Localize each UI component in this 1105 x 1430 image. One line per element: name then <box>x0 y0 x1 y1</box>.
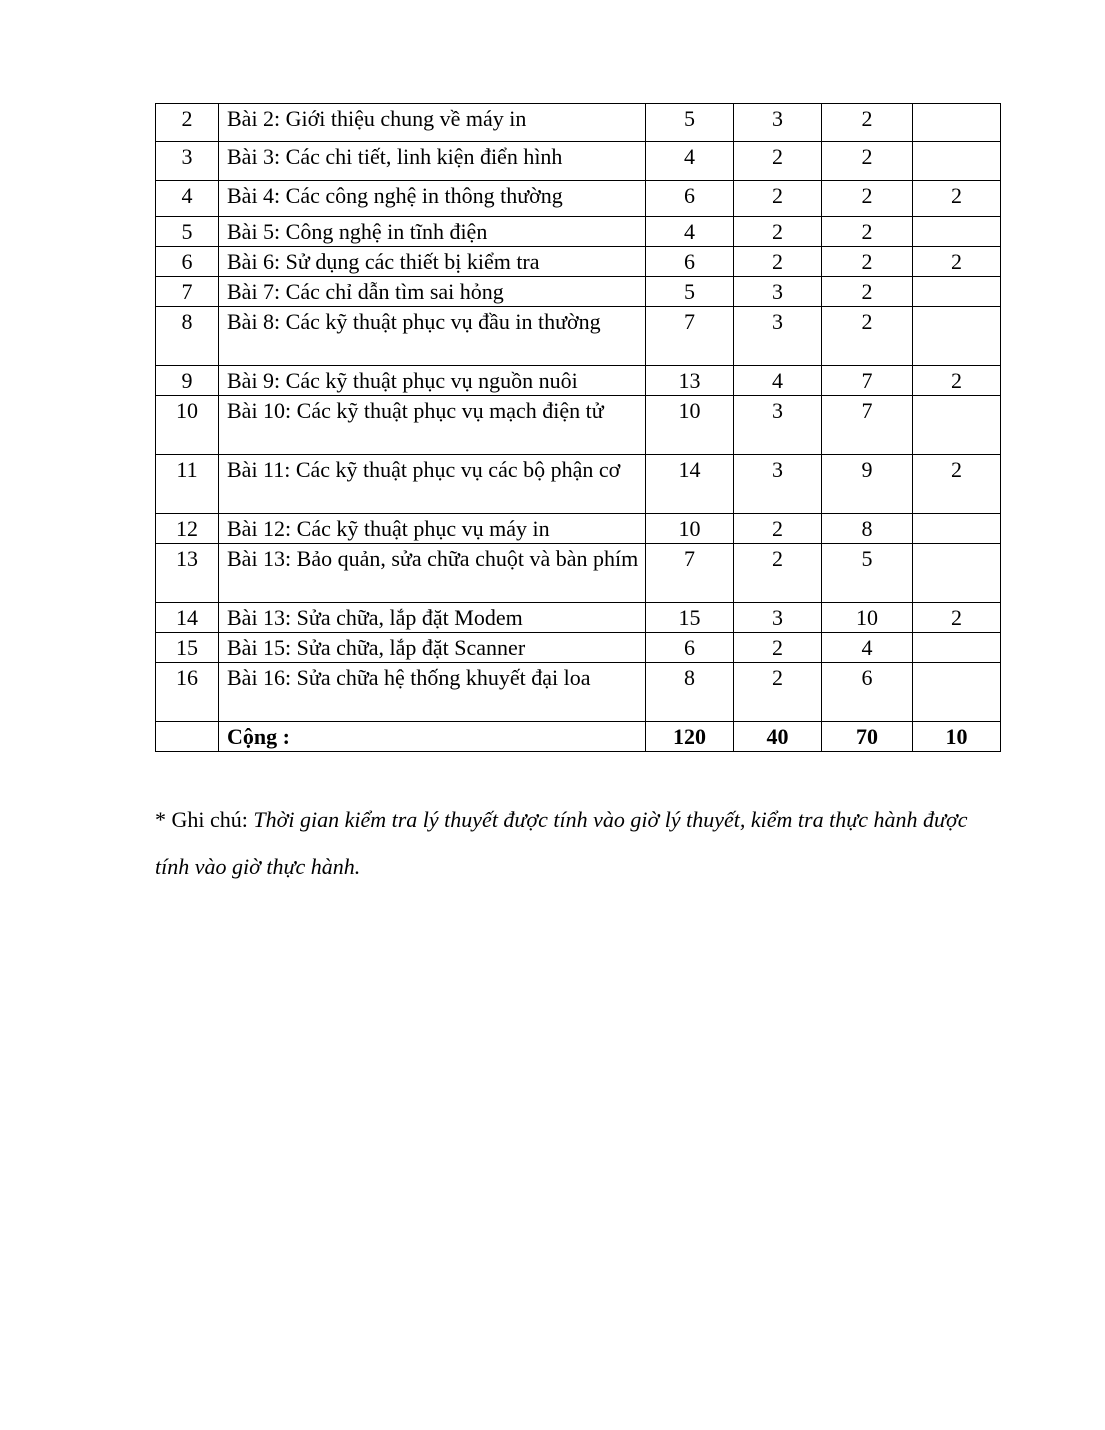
cell-practice-hours: 5 <box>822 544 913 603</box>
cell-exam-hours <box>913 396 1001 455</box>
cell-total-hours: 6 <box>646 247 734 277</box>
cell-theory-hours: 3 <box>734 307 822 366</box>
cell-number: 13 <box>156 544 219 603</box>
table-row <box>156 366 1001 396</box>
table-row <box>156 307 1001 366</box>
cell-lesson-title: Bài 6: Sử dụng các thiết bị kiểm tra <box>219 247 646 277</box>
cell-total-hours: 10 <box>646 514 734 544</box>
total-cell-lesson-title: Cộng : <box>219 722 646 752</box>
cell-practice-hours: 2 <box>822 277 913 307</box>
cell-lesson-title: Bài 8: Các kỹ thuật phục vụ đầu in thường <box>219 307 646 366</box>
cell-total-hours: 10 <box>646 396 734 455</box>
cell-lesson-title: Bài 10: Các kỹ thuật phục vụ mạch điện tử <box>219 396 646 455</box>
total-cell-number <box>156 722 219 752</box>
table-row <box>156 181 1001 217</box>
cell-lesson-title: Bài 7: Các chỉ dẫn tìm sai hỏng <box>219 277 646 307</box>
cell-lesson-title: Bài 5: Công nghệ in tĩnh điện <box>219 217 646 247</box>
cell-practice-hours: 9 <box>822 455 913 514</box>
table-row <box>156 663 1001 722</box>
cell-total-hours: 7 <box>646 544 734 603</box>
cell-practice-hours: 2 <box>822 142 913 181</box>
cell-number: 14 <box>156 603 219 633</box>
cell-number: 7 <box>156 277 219 307</box>
table-row <box>156 544 1001 603</box>
cell-total-hours: 6 <box>646 181 734 217</box>
table-row <box>156 455 1001 514</box>
total-cell-total-hours: 120 <box>646 722 734 752</box>
cell-number: 5 <box>156 217 219 247</box>
cell-theory-hours: 4 <box>734 366 822 396</box>
cell-exam-hours <box>913 104 1001 142</box>
cell-exam-hours: 2 <box>913 247 1001 277</box>
cell-exam-hours <box>913 307 1001 366</box>
cell-total-hours: 13 <box>646 366 734 396</box>
cell-exam-hours: 2 <box>913 455 1001 514</box>
table-total-row <box>156 722 1001 752</box>
cell-lesson-title: Bài 13: Bảo quản, sửa chữa chuột và bàn phím <box>219 544 646 603</box>
cell-theory-hours: 2 <box>734 217 822 247</box>
cell-number: 9 <box>156 366 219 396</box>
table-row <box>156 514 1001 544</box>
cell-number: 15 <box>156 633 219 663</box>
cell-practice-hours: 2 <box>822 104 913 142</box>
cell-number: 11 <box>156 455 219 514</box>
cell-number: 2 <box>156 104 219 142</box>
cell-theory-hours: 2 <box>734 633 822 663</box>
note-paragraph <box>155 796 1005 890</box>
cell-theory-hours: 2 <box>734 663 822 722</box>
cell-practice-hours: 8 <box>822 514 913 544</box>
cell-total-hours: 8 <box>646 663 734 722</box>
cell-number: 3 <box>156 142 219 181</box>
cell-number: 10 <box>156 396 219 455</box>
total-cell-exam-hours: 10 <box>913 722 1001 752</box>
cell-theory-hours: 2 <box>734 514 822 544</box>
cell-lesson-title: Bài 11: Các kỹ thuật phục vụ các bộ phận cơ <box>219 455 646 514</box>
cell-number: 12 <box>156 514 219 544</box>
cell-total-hours: 7 <box>646 307 734 366</box>
cell-exam-hours <box>913 663 1001 722</box>
cell-practice-hours: 2 <box>822 217 913 247</box>
cell-theory-hours: 3 <box>734 455 822 514</box>
cell-exam-hours <box>913 217 1001 247</box>
cell-total-hours: 5 <box>646 104 734 142</box>
cell-exam-hours: 2 <box>913 366 1001 396</box>
cell-practice-hours: 4 <box>822 633 913 663</box>
cell-lesson-title: Bài 9: Các kỹ thuật phục vụ nguồn nuôi <box>219 366 646 396</box>
table-row <box>156 277 1001 307</box>
cell-number: 16 <box>156 663 219 722</box>
cell-practice-hours: 2 <box>822 247 913 277</box>
table-row <box>156 396 1001 455</box>
cell-theory-hours: 3 <box>734 396 822 455</box>
cell-theory-hours: 2 <box>734 247 822 277</box>
note-prefix: * Ghi chú: <box>155 807 254 832</box>
cell-total-hours: 14 <box>646 455 734 514</box>
note-text: Thời gian kiểm tra lý thuyết được tính vào giờ lý thuyết, kiểm tra thực hành được tính vào giờ thực hành. <box>155 807 968 879</box>
cell-theory-hours: 2 <box>734 181 822 217</box>
cell-lesson-title: Bài 4: Các công nghệ in thông thường <box>219 181 646 217</box>
cell-exam-hours <box>913 142 1001 181</box>
cell-lesson-title: Bài 13: Sửa chữa, lắp đặt Modem <box>219 603 646 633</box>
cell-number: 8 <box>156 307 219 366</box>
cell-lesson-title: Bài 2: Giới thiệu chung về máy in <box>219 104 646 142</box>
cell-exam-hours: 2 <box>913 603 1001 633</box>
cell-exam-hours <box>913 277 1001 307</box>
table-row <box>156 217 1001 247</box>
cell-practice-hours: 6 <box>822 663 913 722</box>
cell-exam-hours <box>913 544 1001 603</box>
cell-theory-hours: 2 <box>734 142 822 181</box>
cell-theory-hours: 3 <box>734 603 822 633</box>
table-row <box>156 603 1001 633</box>
cell-practice-hours: 10 <box>822 603 913 633</box>
cell-exam-hours <box>913 514 1001 544</box>
lesson-hours-table <box>155 103 1001 752</box>
cell-lesson-title: Bài 16: Sửa chữa hệ thống khuyết đại loa <box>219 663 646 722</box>
cell-exam-hours: 2 <box>913 181 1001 217</box>
cell-number: 6 <box>156 247 219 277</box>
cell-total-hours: 4 <box>646 142 734 181</box>
cell-total-hours: 15 <box>646 603 734 633</box>
cell-exam-hours <box>913 633 1001 663</box>
cell-theory-hours: 3 <box>734 277 822 307</box>
cell-total-hours: 4 <box>646 217 734 247</box>
cell-practice-hours: 7 <box>822 396 913 455</box>
cell-number: 4 <box>156 181 219 217</box>
cell-lesson-title: Bài 3: Các chi tiết, linh kiện điển hình <box>219 142 646 181</box>
cell-total-hours: 6 <box>646 633 734 663</box>
total-cell-practice-hours: 70 <box>822 722 913 752</box>
table-row <box>156 247 1001 277</box>
total-cell-theory-hours: 40 <box>734 722 822 752</box>
cell-practice-hours: 2 <box>822 307 913 366</box>
cell-lesson-title: Bài 12: Các kỹ thuật phục vụ máy in <box>219 514 646 544</box>
table-row <box>156 104 1001 142</box>
table-row <box>156 142 1001 181</box>
cell-total-hours: 5 <box>646 277 734 307</box>
cell-theory-hours: 2 <box>734 544 822 603</box>
cell-practice-hours: 2 <box>822 181 913 217</box>
cell-theory-hours: 3 <box>734 104 822 142</box>
cell-practice-hours: 7 <box>822 366 913 396</box>
table-row <box>156 633 1001 663</box>
cell-lesson-title: Bài 15: Sửa chữa, lắp đặt Scanner <box>219 633 646 663</box>
